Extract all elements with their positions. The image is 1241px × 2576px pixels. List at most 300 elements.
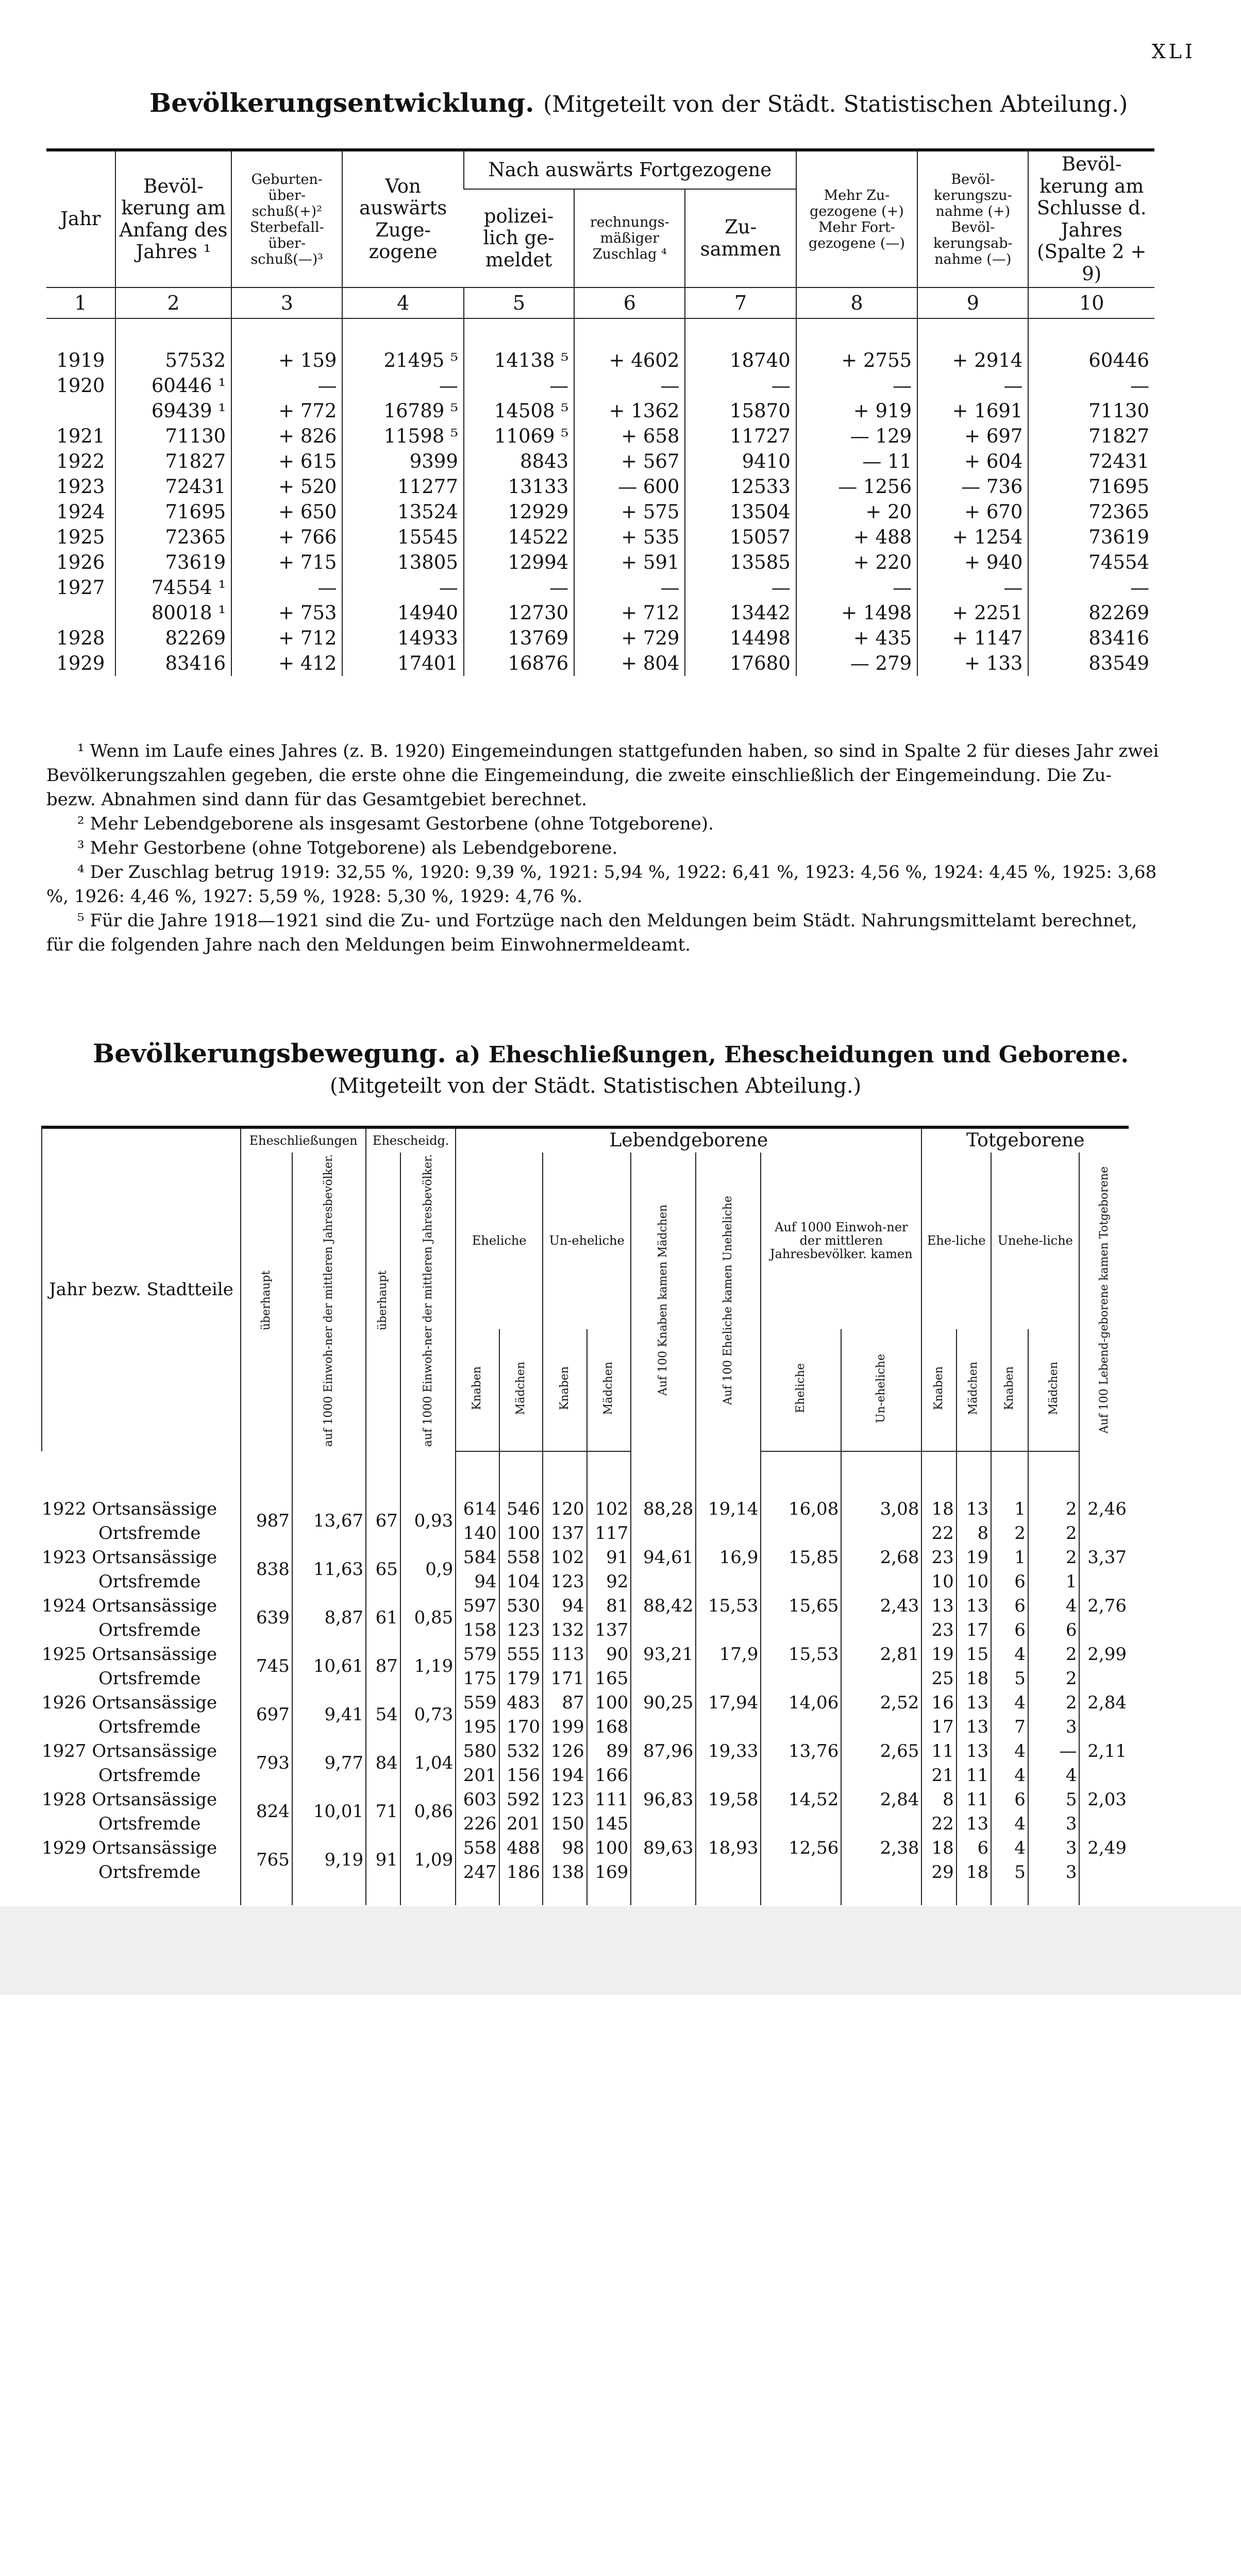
table-row [42, 1570, 1129, 1594]
table-cell: + 412 [231, 651, 342, 676]
table-cell: 102 [587, 1497, 631, 1521]
table-cell: — [1028, 575, 1154, 600]
h2-still-legit-boys [921, 1329, 956, 1451]
table-cell: 13504 [685, 499, 796, 524]
table-cell: 71827 [1028, 423, 1154, 449]
row-year: 1927 [42, 1740, 87, 1761]
table-cell: 21495 ⁵ [342, 348, 463, 373]
table-row [42, 1739, 1129, 1764]
empty-cell [841, 1521, 921, 1546]
h2-legit-1000 [761, 1329, 841, 1451]
h2-still100-text: Auf 100 Lebend-geborene kamen Totgeborene [1097, 1166, 1111, 1434]
empty-cell [42, 1885, 241, 1905]
empty-cell [631, 1618, 696, 1642]
empty-cell [761, 1521, 841, 1546]
table-cell: 1929 [56, 652, 105, 675]
table-cell: 18740 [685, 348, 796, 373]
table-cell: 91 [587, 1546, 631, 1570]
table-cell: + 159 [231, 348, 342, 373]
table-cell: 179 [499, 1667, 543, 1691]
empty-cell [587, 1885, 631, 1905]
h2-legit: Eheliche [456, 1153, 543, 1329]
table-cell: 2,49 [1079, 1836, 1129, 1860]
table-cell: — [685, 373, 796, 398]
table-cell: 60446 ¹ [115, 373, 231, 398]
table-cell: 17401 [342, 651, 463, 676]
h2-marr-per1000-text: auf 1000 Einwoh-ner der mittleren Jahresbevölker. [322, 1154, 336, 1447]
table-cell: 580 [456, 1739, 499, 1764]
table-cell: 4 [991, 1764, 1028, 1788]
empty-cell [761, 1667, 841, 1691]
h2-legit-girls [499, 1329, 543, 1451]
empty-cell [841, 1570, 921, 1594]
table-cell: 132 [543, 1618, 587, 1642]
table-cell: 96,83 [631, 1788, 696, 1812]
table-cell: — [231, 373, 342, 398]
table-cell: 597 [456, 1594, 499, 1618]
table-cell: 89 [587, 1739, 631, 1764]
table-cell: + 2914 [917, 348, 1028, 373]
h2-div-total [366, 1153, 400, 1451]
table-cell: 4 [991, 1739, 1028, 1764]
empty-cell [696, 1618, 761, 1642]
row-label [42, 1667, 241, 1691]
table-cell: 0,86 [400, 1788, 456, 1836]
table-cell: 175 [456, 1667, 499, 1691]
table-cell: 5 [991, 1860, 1028, 1885]
h2-legit-boys-text: Knaben [471, 1366, 484, 1411]
row-nonresidents: Ortsfremde [98, 1668, 201, 1689]
header-birth-surplus: Geburten-über-schuß(+)² Sterbefall-über-schuß(—)³ [231, 150, 342, 287]
table-cell: 13769 [464, 625, 574, 651]
table-cell: 12730 [464, 600, 574, 625]
h2-marr-per1000 [292, 1153, 366, 1451]
table-cell: 1,19 [400, 1642, 456, 1691]
empty-cell [841, 1715, 921, 1739]
row-label [42, 1521, 241, 1546]
header-net-migration: Mehr Zu-gezogene (+) Mehr Fort-gezogene (—) [796, 150, 917, 287]
table-cell: 126 [543, 1739, 587, 1764]
table-cell: 2,81 [841, 1642, 921, 1667]
h2-boys100 [631, 1153, 696, 1451]
table-cell: + 435 [796, 625, 917, 651]
header-total: Zu-sammen [685, 189, 796, 287]
table-row [46, 449, 1154, 474]
table-cell: 16,08 [761, 1497, 841, 1521]
row-label [42, 1618, 241, 1642]
table-cell: 16876 [464, 651, 574, 676]
header-pop-end: Bevöl-kerung am Schlusse d. Jahres (Spalte 2 + 9) [1028, 150, 1154, 287]
table-cell [46, 398, 115, 423]
table-cell: 19,14 [696, 1497, 761, 1521]
table-cell [46, 600, 115, 625]
table-cell: + 1498 [796, 600, 917, 625]
table-row [42, 1691, 1129, 1715]
table-cell: 2,03 [1079, 1788, 1129, 1812]
table-cell: 194 [543, 1764, 587, 1788]
empty-cell [991, 1885, 1028, 1905]
table-cell: 1928 [56, 627, 105, 650]
table-cell: 17,9 [696, 1642, 761, 1667]
table-cell: 13 [957, 1594, 991, 1618]
table-cell: 13 [957, 1497, 991, 1521]
table-cell: 87,96 [631, 1739, 696, 1764]
table-cell: — [574, 373, 685, 398]
footer-bar [0, 1906, 1241, 1995]
population-development-table [46, 148, 1154, 676]
footnote: ¹ Wenn im Laufe eines Jahres (z. B. 1920) Eingemeindungen stattgefunden haben, so sind in Spalte 2 für dieses Jahr zwei Bevölkerungszahlen gegeben, die erste ohne die Eingemeindung, die zweite einschließlich der Eingemeindung. Die Zu- bezw. Abnahmen sind dann für das Gesamtgebiet berechnet. [46, 741, 1159, 810]
table-cell: 16 [921, 1691, 956, 1715]
table-cell: 72365 [115, 524, 231, 550]
h2-div-total-text: überhaupt [376, 1270, 390, 1330]
table-cell: 171 [543, 1667, 587, 1691]
table-cell: 8 [957, 1521, 991, 1546]
table-cell: 81 [587, 1594, 631, 1618]
table-cell: 72431 [1028, 449, 1154, 474]
row-year: 1923 [42, 1547, 87, 1568]
table-cell: 88,28 [631, 1497, 696, 1521]
empty-cell [761, 1860, 841, 1885]
table-cell: 13133 [464, 474, 574, 499]
table-cell: + 4602 [574, 348, 685, 373]
table-cell: 23 [921, 1618, 956, 1642]
row-label [42, 1739, 241, 1764]
table-cell: + 535 [574, 524, 685, 550]
empty-cell [957, 1885, 991, 1905]
table-cell: 1920 [56, 375, 105, 397]
table-cell: 166 [587, 1764, 631, 1788]
table-row [46, 575, 1154, 600]
table-cell: 1927 [56, 577, 105, 599]
empty-cell [241, 1885, 292, 1905]
empty-cell [400, 1885, 456, 1905]
table-cell: 2 [991, 1521, 1028, 1546]
table-cell: 11727 [685, 423, 796, 449]
empty-cell [841, 1667, 921, 1691]
table-cell: 11 [957, 1764, 991, 1788]
empty-cell [696, 1885, 761, 1905]
table-cell: 195 [456, 1715, 499, 1739]
table-cell: 12929 [464, 499, 574, 524]
table-cell: 603 [456, 1788, 499, 1812]
row-nonresidents: Ortsfremde [98, 1716, 201, 1737]
h2-per1000-births: Auf 1000 Einwoh-ner der mittleren Jahresbevölker. kamen [761, 1153, 921, 1329]
table-cell: 13442 [685, 600, 796, 625]
header-year: Jahr [60, 208, 101, 230]
table-cell: + 1147 [917, 625, 1028, 651]
table-cell: 71130 [1028, 398, 1154, 423]
row-year: 1922 [42, 1498, 87, 1519]
table-cell: — [231, 575, 342, 600]
empty-cell [696, 1667, 761, 1691]
table-cell: 1926 [56, 551, 105, 574]
table-cell: 201 [499, 1812, 543, 1836]
table-cell: — [917, 575, 1028, 600]
table-cell: 1922 [56, 450, 105, 473]
table-cell: 18 [921, 1497, 956, 1521]
table-cell: 592 [499, 1788, 543, 1812]
table-cell: 247 [456, 1860, 499, 1885]
table-cell: 532 [499, 1739, 543, 1764]
empty-cell [761, 1812, 841, 1836]
h2-still-legit-girls-text: Mädchen [967, 1362, 980, 1415]
table-cell: 11277 [342, 474, 463, 499]
table-cell: — 129 [796, 423, 917, 449]
row-year: 1928 [42, 1789, 87, 1810]
table-cell: 3,08 [841, 1497, 921, 1521]
h2-still-illegit-boys-text: Knaben [1002, 1366, 1016, 1411]
table-cell: 72365 [1028, 499, 1154, 524]
empty-cell [1079, 1764, 1129, 1788]
empty-cell [841, 1812, 921, 1836]
row-residents: Ortsansässige [92, 1837, 217, 1858]
table-cell: 2,52 [841, 1691, 921, 1715]
table-cell: — [917, 373, 1028, 398]
table-cell: + 919 [796, 398, 917, 423]
table-row [42, 1618, 1129, 1642]
table-row [46, 348, 1154, 373]
table-cell: 4 [991, 1812, 1028, 1836]
table-cell: + 670 [917, 499, 1028, 524]
table-row [46, 373, 1154, 398]
h2-still-legit-boys-text: Knaben [932, 1366, 945, 1411]
empty-cell [1079, 1812, 1129, 1836]
h2-still-illegit-girls-text: Mädchen [1047, 1362, 1060, 1415]
column-number: 9 [917, 287, 1028, 318]
table-cell: 824 [241, 1788, 292, 1836]
table-cell: 54 [366, 1691, 400, 1739]
table-cell: 100 [587, 1836, 631, 1860]
table-row [42, 1788, 1129, 1812]
table-cell: 4 [1028, 1764, 1080, 1788]
table-cell: + 591 [574, 550, 685, 575]
table-row [46, 550, 1154, 575]
table-cell: 71130 [115, 423, 231, 449]
table-cell: 3 [1028, 1812, 1080, 1836]
table-cell: 98 [543, 1836, 587, 1860]
table-cell: 765 [241, 1836, 292, 1885]
empty-cell [1028, 1885, 1080, 1905]
h2-legit100-text: Auf 100 Eheliche kamen Uneheliche [722, 1195, 735, 1405]
table-cell: 13,67 [292, 1497, 366, 1546]
h2-illegit-boys-text: Knaben [558, 1366, 571, 1411]
header-immigrants: Von auswärts Zuge-zogene [342, 150, 463, 287]
empty-cell [1079, 1885, 1129, 1905]
table-cell: 793 [241, 1739, 292, 1788]
page-number: XLI [1151, 40, 1196, 63]
row-label [42, 1836, 241, 1860]
empty-cell [366, 1885, 400, 1905]
table-cell: 2,76 [1079, 1594, 1129, 1618]
column-number: 6 [574, 287, 685, 318]
table-cell: 1921 [56, 425, 105, 448]
table-cell: 9399 [342, 449, 463, 474]
table-cell: 1919 [56, 349, 105, 372]
table-cell: 117 [587, 1521, 631, 1546]
header2-marriages: Eheschließungen [241, 1127, 366, 1153]
empty-cell [1079, 1618, 1129, 1642]
table-cell: 15545 [342, 524, 463, 550]
table-cell: + 220 [796, 550, 917, 575]
row-label [42, 1860, 241, 1885]
table-cell: 83416 [115, 651, 231, 676]
table-cell: 11,63 [292, 1546, 366, 1594]
header-police-registered: polizei-lich ge-meldet [483, 205, 555, 271]
table-cell: 90 [587, 1642, 631, 1667]
empty-cell [696, 1521, 761, 1546]
row-nonresidents: Ortsfremde [98, 1571, 201, 1592]
table-row [42, 1860, 1129, 1885]
table-row [42, 1497, 1129, 1521]
table-cell: 71695 [1028, 474, 1154, 499]
h2-marr-total-text: überhaupt [259, 1270, 273, 1330]
h2-illegit: Un-eheliche [543, 1153, 631, 1329]
table-row [42, 1642, 1129, 1667]
table-end [42, 1885, 1129, 1905]
table-cell: 8,87 [292, 1594, 366, 1642]
row-residents: Ortsansässige [92, 1789, 217, 1810]
table-cell: + 520 [231, 474, 342, 499]
table-cell: 80018 ¹ [115, 600, 231, 625]
table-row [46, 499, 1154, 524]
table-cell: 15 [957, 1642, 991, 1667]
row-label [42, 1546, 241, 1570]
table-cell: 4 [991, 1691, 1028, 1715]
empty-cell [1079, 1860, 1129, 1885]
table-cell: — [796, 373, 917, 398]
table-cell: 23 [921, 1546, 956, 1570]
table-cell: — [796, 575, 917, 600]
table-cell: 483 [499, 1691, 543, 1715]
table-cell: 113 [543, 1642, 587, 1667]
empty-cell [1079, 1667, 1129, 1691]
row-label [42, 1497, 241, 1521]
table-cell: 15,53 [696, 1594, 761, 1618]
table-cell: 584 [456, 1546, 499, 1570]
column-number: 8 [796, 287, 917, 318]
table-cell: + 2251 [917, 600, 1028, 625]
table-row [46, 398, 1154, 423]
column-number: 5 [464, 287, 574, 318]
table-row [46, 600, 1154, 625]
h2-still-illegit: Unehe-liche [991, 1153, 1079, 1329]
header-pop-start: Bevöl-kerung am Anfang des Jahres ¹ [115, 150, 231, 287]
table-cell: 158 [456, 1618, 499, 1642]
row-nonresidents: Ortsfremde [98, 1813, 201, 1834]
table-cell: + 133 [917, 651, 1028, 676]
empty-cell [631, 1715, 696, 1739]
footnote: ² Mehr Lebendgeborene als insgesamt Gestorbene (ohne Totgeborene). [77, 814, 714, 834]
empty-cell [1079, 1715, 1129, 1739]
empty-cell [631, 1885, 696, 1905]
table-cell: 2,99 [1079, 1642, 1129, 1667]
table-cell: 9,19 [292, 1836, 366, 1885]
table-cell: 15,85 [761, 1546, 841, 1570]
table-cell: 1 [1028, 1570, 1080, 1594]
table-cell: 14508 ⁵ [464, 398, 574, 423]
table-cell: 57532 [115, 348, 231, 373]
table-cell: + 20 [796, 499, 917, 524]
empty-cell [499, 1885, 543, 1905]
table-cell: 83416 [1028, 625, 1154, 651]
table-cell: + 1362 [574, 398, 685, 423]
table-cell: + 658 [574, 423, 685, 449]
table-cell: — 1256 [796, 474, 917, 499]
row-nonresidents: Ortsfremde [98, 1765, 201, 1786]
table-cell: 2 [1028, 1546, 1080, 1570]
empty-cell [921, 1885, 956, 1905]
table-cell: 9,41 [292, 1691, 366, 1739]
empty-cell [631, 1521, 696, 1546]
h2-illegit-1000 [841, 1329, 921, 1451]
section2-title-b: a) Eheschließungen, Ehescheidungen und Geborene. [455, 1042, 1129, 1068]
table-cell: 13 [921, 1594, 956, 1618]
table-cell: 2,84 [841, 1788, 921, 1812]
table-cell: 0,9 [400, 1546, 456, 1594]
table-row [42, 1546, 1129, 1570]
table-cell: 8 [921, 1788, 956, 1812]
empty-cell [631, 1812, 696, 1836]
table-cell: 10 [921, 1570, 956, 1594]
row-label [42, 1715, 241, 1739]
header2-stillbirths: Totgeborene [921, 1127, 1129, 1153]
empty-cell [841, 1764, 921, 1788]
h2-still-legit: Ehe-liche [921, 1153, 991, 1329]
table-cell: 71 [366, 1788, 400, 1836]
table-cell: 14933 [342, 625, 463, 651]
table-cell: 12,56 [761, 1836, 841, 1860]
table-cell: 3 [1028, 1860, 1080, 1885]
table-cell: 13 [957, 1812, 991, 1836]
table-cell: 13 [957, 1739, 991, 1764]
table-row [46, 651, 1154, 676]
table-cell: 0,93 [400, 1497, 456, 1546]
table-cell: 2 [1028, 1691, 1080, 1715]
table-cell: 16789 ⁵ [342, 398, 463, 423]
header2-live-births: Lebendgeborene [456, 1127, 921, 1153]
table-cell: 82269 [1028, 600, 1154, 625]
column-number: 4 [342, 287, 463, 318]
section1-title-text: Bevölkerungsentwicklung. [149, 88, 534, 118]
header2-divorces: Ehescheidg. [366, 1127, 456, 1153]
table-cell: 201 [456, 1764, 499, 1788]
table-cell: 0,85 [400, 1594, 456, 1642]
empty-cell [761, 1715, 841, 1739]
row-label [42, 1594, 241, 1618]
column-number: 1 [46, 287, 115, 318]
table-cell: 2 [1028, 1497, 1080, 1521]
h2-still-legit-girls [957, 1329, 991, 1451]
table-cell: 19 [957, 1546, 991, 1570]
table-cell: 14940 [342, 600, 463, 625]
empty-cell [631, 1764, 696, 1788]
table-cell: — 600 [574, 474, 685, 499]
table-cell: 4 [991, 1836, 1028, 1860]
table-cell: — [342, 575, 463, 600]
table-cell: 1 [991, 1497, 1028, 1521]
table-cell: 5 [991, 1667, 1028, 1691]
table-cell: 16,9 [696, 1546, 761, 1570]
table-cell: 150 [543, 1812, 587, 1836]
table-cell: + 804 [574, 651, 685, 676]
table-cell: 13 [957, 1715, 991, 1739]
h2-still100 [1079, 1153, 1129, 1451]
table-cell: 21 [921, 1764, 956, 1788]
table-cell: 14522 [464, 524, 574, 550]
table-cell: 89,63 [631, 1836, 696, 1860]
header-surcharge: rechnungs-mäßiger Zuschlag ⁴ [574, 189, 685, 287]
table-cell: 165 [587, 1667, 631, 1691]
